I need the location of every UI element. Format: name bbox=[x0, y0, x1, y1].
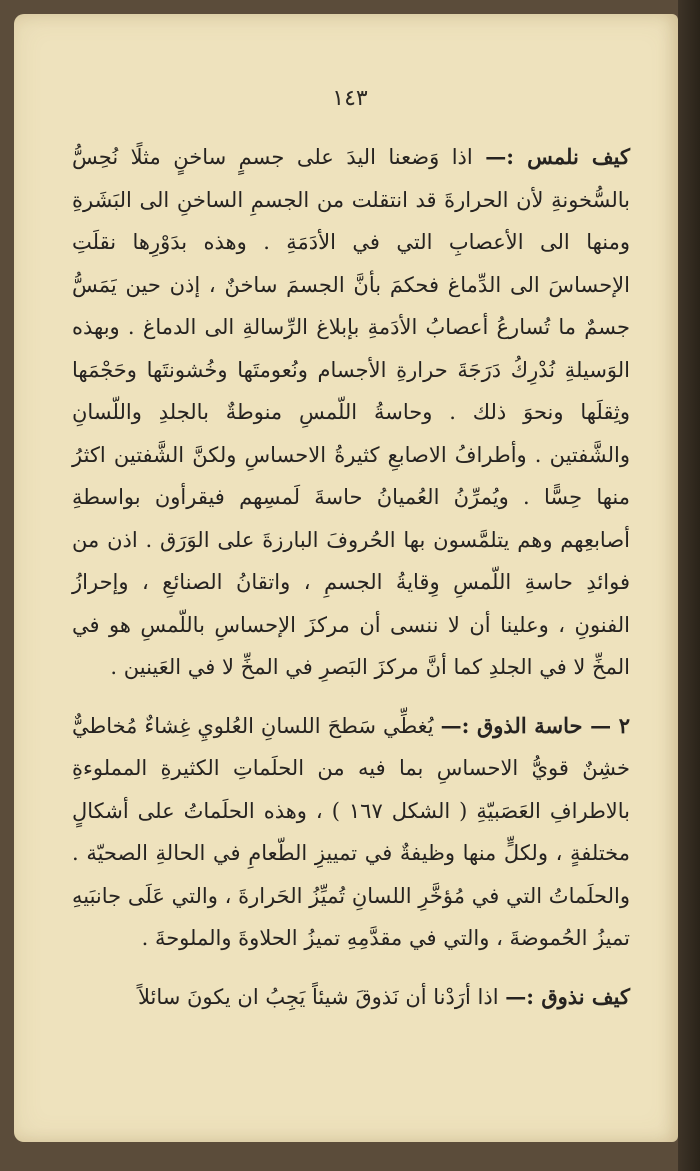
section-text: يُغطِّي سَطحَ اللسانِ العُلويِ غِشاءٌ مُخاطيٌّ خشِنٌ قويُّ الاحساسِ بما فيه من الحلَماتِ الكثيرةِ المملوءةِ بالاطرافِ العَصَبيّةِ ( الشكل ١٦٧ ) ، وهذه الحلَماتُ على أشكالٍ مختلفةٍ ، ولكلٍّ منها وظيفةٌ في تمييزِ الطّعامِ في الحالةِ الصحيّة . والحلَماتُ التي في مُؤخَّرِ اللسانِ تُميِّزُ الحَرارةَ ، والتي عَلَى جانبَيهِ تميزُ الحُموضةَ ، والتي في مقدَّمِهِ تميزُ الحلاوةَ والملوحةَ . bbox=[72, 713, 630, 950]
section-how-taste bbox=[72, 976, 630, 1019]
page-number: ١٤٣ bbox=[332, 86, 368, 111]
section-heading: كيف نذوق :— bbox=[505, 983, 630, 1009]
section-taste bbox=[72, 705, 630, 960]
section-text: اذا وَضعنا اليدَ على جسمٍ ساخنٍ مثلًا نُحِسُّ بالسُّخونةِ لأن الحرارةَ قد انتقلت من الجسمِ الساخنِ الى البَشَرةِ ومنها الى الأعصابِ التي في الأدَمَةِ . وهذه بدَوْرِها نقلَتِ الإحساسَ الى الدِّماغ فحكمَ بأنَّ الجسمَ ساخنٌ ، إذن حين يَمَسُّ جسمٌ ما تُسارعُ أعصابُ الأدَمةِ بإبلاغ الرِّسالةِ الى الدماغ . وبهذه الوَسيلةِ نُدْرِكُ دَرَجَةَ حرارةِ الأجسام ونُعومتَها وخُشونتَها وحَجْمَها وثِقلَها ونحوَ ذلك . وحاسةُ اللّمسِ منوطةٌ بالجلدِ واللّسانِ والشَّفتين . وأطرافُ الاصابعِ كثيرةُ الاحساسِ ولكنَّ الشَّفتين اكثرُ منها حِسًّا . ويُمرِّنُ العُميانُ حاسةَ لَمسِهم فيقرأون بواسطةِ أصابعِهم وهم يتلمَّسون بها الحُروفَ البارزةَ على الوَرَق . اذن من فوائدِ حاسةِ اللّمسِ وِقايةُ الجسمِ ، واتقانُ الصنائعِ ، وإحرازُ الفنونِ ، وعلينا أن لا ننسى أن مركزَ الإحساسِ باللّمسِ هو في المخِّ لا في الجلدِ كما أنَّ مركزَ البَصرِ في المخِّ لا في العَينين . bbox=[72, 145, 630, 679]
section-text: اذا أرَدْنا أن نَذوقَ شيئاً يَجِبُ ان يكونَ سائلاً bbox=[137, 984, 499, 1009]
section-heading: ٢ — حاسة الذوق :— bbox=[440, 712, 630, 738]
page-body bbox=[72, 136, 630, 1018]
book-spine bbox=[678, 0, 700, 1171]
section-touch bbox=[72, 136, 630, 689]
section-heading: كيف نلمس :— bbox=[485, 144, 630, 169]
